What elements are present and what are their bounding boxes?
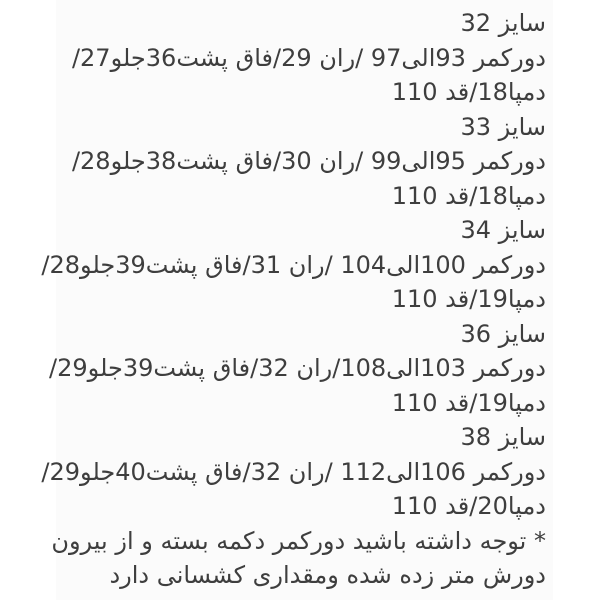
size-measurements-line: دورکمر 103الی108/ران 32/فاق پشت39جلو29/ (49, 354, 546, 382)
size-heading: سایز 38 (460, 423, 546, 451)
size-heading: سایز 32 (460, 9, 546, 37)
size-hem-height-line: دمپا19/قد 110 (391, 388, 546, 417)
size-hem-height-line: دمپا18/قد 110 (391, 78, 546, 106)
caption-panel (41, 0, 553, 600)
size-hem-height-line: دمپا18/قد 110 (391, 181, 546, 210)
size-block (41, 420, 546, 524)
size-measurements-line: دورکمر 95الی99 /ران 30/فاق پشت38جلو28/ (71, 147, 546, 175)
note-line-2: دورش متر زده شده ومقداری کشسانی دارد (109, 561, 546, 589)
note-line-1: * توجه داشته باشید دورکمر دکمه بسته و از بیرون (51, 526, 546, 555)
size-heading: سایز 33 (460, 112, 546, 141)
size-measurements-line: دورکمر 93الی97 /ران 29/فاق پشت36جلو27/ (71, 43, 546, 72)
size-hem-height-line: دمپا20/قد 110 (391, 492, 546, 520)
size-chart-text (41, 6, 546, 593)
size-block (60, 6, 546, 110)
size-block (49, 317, 546, 421)
size-block (60, 110, 546, 214)
size-heading: سایز 34 (460, 216, 546, 244)
size-measurements-line: دورکمر 106الی112 /ران 32/فاق پشت40جلو29/ (41, 457, 546, 486)
size-measurements-line: دورکمر 100الی104 /ران 31/فاق پشت39جلو28/ (41, 250, 546, 279)
size-hem-height-line: دمپا19/قد 110 (391, 285, 546, 313)
note-block (51, 524, 546, 593)
size-heading: سایز 36 (460, 319, 546, 348)
size-block (41, 213, 546, 317)
